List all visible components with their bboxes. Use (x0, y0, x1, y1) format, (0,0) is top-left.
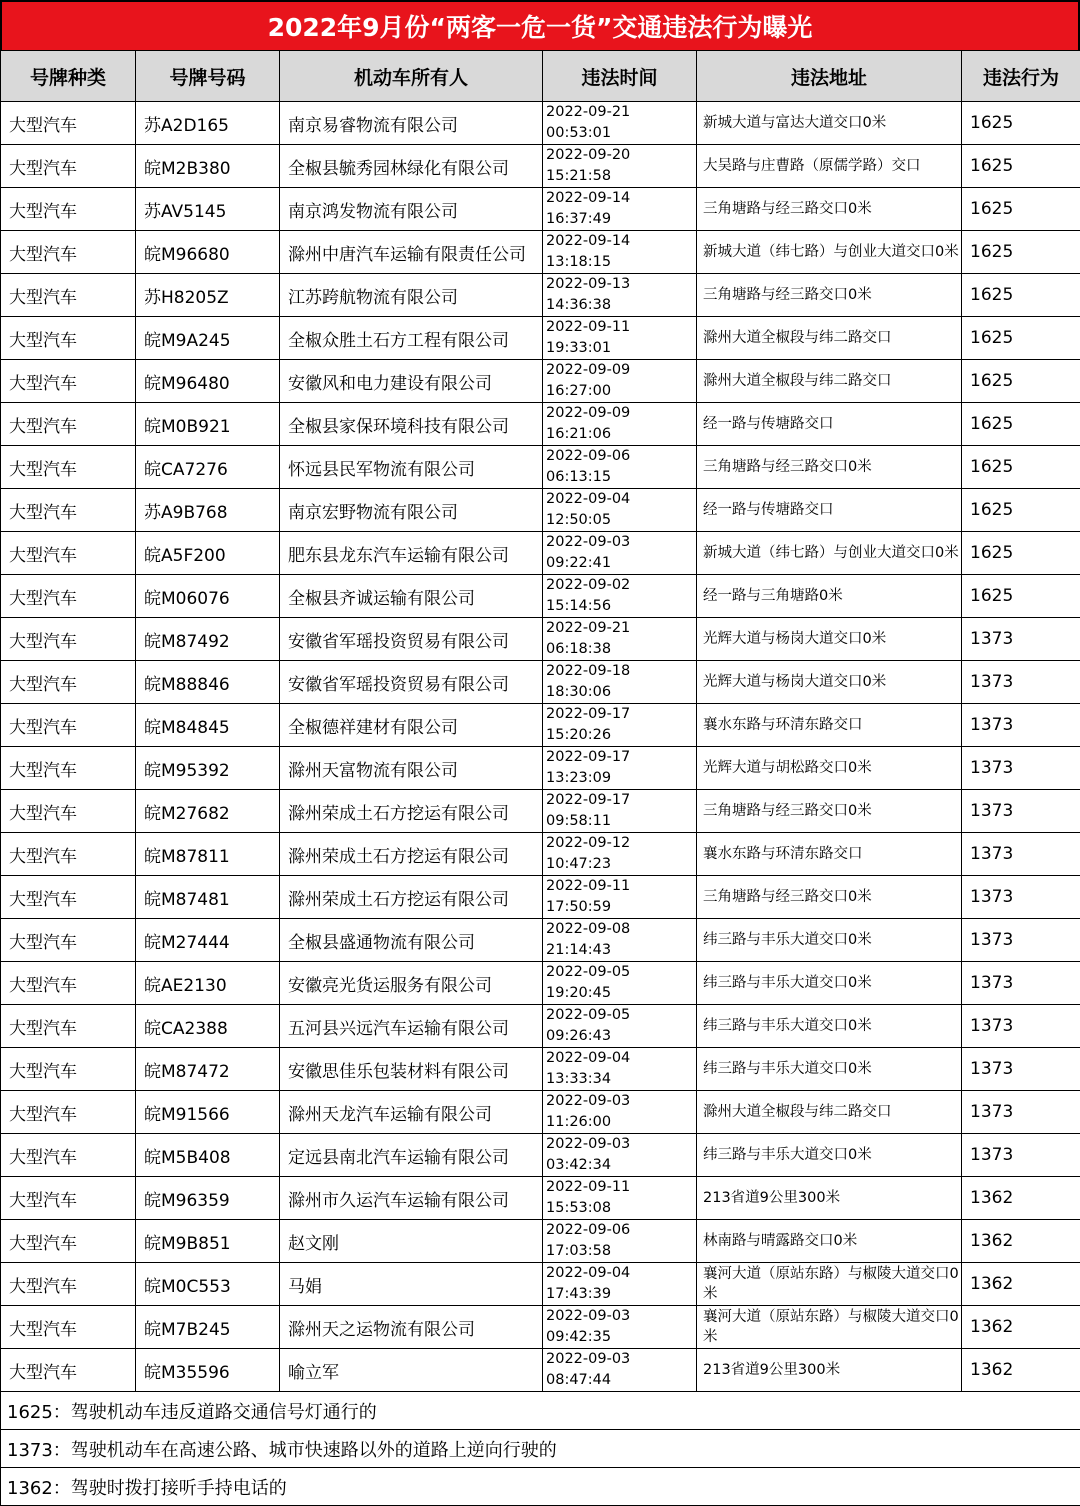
cell-violation-time (543, 919, 697, 962)
table-header-row (1, 51, 1080, 102)
cell-owner: 南京鸿发物流有限公司 (280, 188, 543, 231)
cell-violation-address: 新城大道（纬七路）与创业大道交口0米 (697, 532, 962, 575)
violations-table (0, 50, 1080, 1506)
table-row (1, 1005, 1080, 1048)
header-violation-code: 违法行为 (962, 51, 1080, 102)
table-row (1, 876, 1080, 919)
cell-violation-code: 1362 (962, 1220, 1080, 1263)
cell-violation-address: 光辉大道与胡松路交口0米 (697, 747, 962, 790)
cell-plate-type: 大型汽车 (1, 1134, 136, 1177)
violation-date: 2022-09-17 (546, 747, 696, 768)
cell-plate-type: 大型汽车 (1, 919, 136, 962)
cell-owner: 怀远县民军物流有限公司 (280, 446, 543, 489)
violation-clock-time: 21:14:43 (546, 940, 696, 961)
violation-date: 2022-09-11 (546, 317, 696, 338)
cell-violation-code: 1362 (962, 1263, 1080, 1306)
cell-owner: 滁州天富物流有限公司 (280, 747, 543, 790)
table-row (1, 790, 1080, 833)
cell-owner: 肥东县龙东汽车运输有限公司 (280, 532, 543, 575)
cell-owner: 全椒县盛通物流有限公司 (280, 919, 543, 962)
violation-clock-time: 13:33:34 (546, 1069, 696, 1090)
table-row (1, 962, 1080, 1005)
cell-plate-number: 皖M96680 (136, 231, 280, 274)
header-owner: 机动车所有人 (280, 51, 543, 102)
cell-violation-code: 1625 (962, 489, 1080, 532)
table-row (1, 833, 1080, 876)
cell-violation-address: 纬三路与丰乐大道交口0米 (697, 919, 962, 962)
cell-owner: 南京宏野物流有限公司 (280, 489, 543, 532)
violation-date: 2022-09-06 (546, 1220, 696, 1241)
cell-plate-number: 皖M9B851 (136, 1220, 280, 1263)
cell-plate-type: 大型汽车 (1, 102, 136, 145)
cell-plate-type: 大型汽车 (1, 704, 136, 747)
cell-plate-type: 大型汽车 (1, 274, 136, 317)
cell-plate-type: 大型汽车 (1, 575, 136, 618)
violation-date: 2022-09-03 (546, 1349, 696, 1370)
cell-violation-address: 襄河大道（原站东路）与椒陵大道交口0米 (697, 1306, 962, 1349)
cell-owner: 全椒德祥建材有限公司 (280, 704, 543, 747)
cell-violation-code: 1373 (962, 919, 1080, 962)
violation-date: 2022-09-04 (546, 1048, 696, 1069)
cell-violation-time (543, 1263, 697, 1306)
violation-date: 2022-09-21 (546, 102, 696, 123)
violation-date: 2022-09-05 (546, 1005, 696, 1026)
cell-violation-time (543, 188, 697, 231)
cell-violation-time (543, 145, 697, 188)
violation-clock-time: 10:47:23 (546, 854, 696, 875)
violation-clock-time: 09:58:11 (546, 811, 696, 832)
cell-violation-address: 光辉大道与杨岗大道交口0米 (697, 661, 962, 704)
cell-violation-time (543, 1306, 697, 1349)
legend-1373: 1373：驾驶机动车在高速公路、城市快速路以外的道路上逆向行驶的 (1, 1430, 1080, 1468)
cell-owner: 全椒县家保环境科技有限公司 (280, 403, 543, 446)
cell-plate-number: 皖A5F200 (136, 532, 280, 575)
violation-date: 2022-09-03 (546, 1091, 696, 1112)
cell-violation-time (543, 1048, 697, 1091)
violation-date: 2022-09-20 (546, 145, 696, 166)
violation-clock-time: 09:42:35 (546, 1327, 696, 1348)
cell-plate-number: 皖M88846 (136, 661, 280, 704)
cell-violation-address: 滁州大道全椒段与纬二路交口 (697, 1091, 962, 1134)
cell-violation-code: 1625 (962, 145, 1080, 188)
violation-clock-time: 15:20:26 (546, 725, 696, 746)
violation-date: 2022-09-04 (546, 489, 696, 510)
table-row (1, 1349, 1080, 1392)
violation-clock-time: 09:22:41 (546, 553, 696, 574)
cell-violation-address: 滁州大道全椒段与纬二路交口 (697, 317, 962, 360)
table-row (1, 1048, 1080, 1091)
cell-plate-number: 苏A9B768 (136, 489, 280, 532)
cell-violation-code: 1625 (962, 231, 1080, 274)
cell-violation-time (543, 575, 697, 618)
violation-date: 2022-09-14 (546, 188, 696, 209)
cell-violation-code: 1625 (962, 575, 1080, 618)
cell-violation-code: 1373 (962, 790, 1080, 833)
cell-plate-number: 苏A2D165 (136, 102, 280, 145)
cell-plate-type: 大型汽车 (1, 446, 136, 489)
violation-clock-time: 09:26:43 (546, 1026, 696, 1047)
cell-violation-code: 1362 (962, 1349, 1080, 1392)
violation-clock-time: 16:37:49 (546, 209, 696, 230)
cell-violation-code: 1373 (962, 661, 1080, 704)
cell-violation-code: 1373 (962, 1134, 1080, 1177)
cell-plate-number: 皖AE2130 (136, 962, 280, 1005)
cell-owner: 全椒县齐诚运输有限公司 (280, 575, 543, 618)
table-row (1, 704, 1080, 747)
cell-plate-type: 大型汽车 (1, 231, 136, 274)
cell-plate-number: 皖M0B921 (136, 403, 280, 446)
table-row (1, 317, 1080, 360)
cell-violation-code: 1373 (962, 876, 1080, 919)
table-row (1, 618, 1080, 661)
table-row (1, 1134, 1080, 1177)
cell-plate-number: 皖M35596 (136, 1349, 280, 1392)
violation-clock-time: 13:18:15 (546, 252, 696, 273)
cell-violation-address: 三角塘路与经三路交口0米 (697, 876, 962, 919)
cell-plate-number: 皖M84845 (136, 704, 280, 747)
table-row (1, 532, 1080, 575)
cell-plate-type: 大型汽车 (1, 790, 136, 833)
violation-date: 2022-09-02 (546, 575, 696, 596)
cell-violation-address: 光辉大道与杨岗大道交口0米 (697, 618, 962, 661)
violation-clock-time: 17:43:39 (546, 1284, 696, 1305)
cell-violation-address: 纬三路与丰乐大道交口0米 (697, 1048, 962, 1091)
cell-owner: 安徽思佳乐包装材料有限公司 (280, 1048, 543, 1091)
cell-violation-time (543, 1005, 697, 1048)
cell-violation-code: 1373 (962, 618, 1080, 661)
table-row (1, 1306, 1080, 1349)
table-row (1, 1220, 1080, 1263)
table-row (1, 360, 1080, 403)
violation-clock-time: 00:53:01 (546, 123, 696, 144)
cell-violation-time (543, 317, 697, 360)
cell-owner: 江苏跨航物流有限公司 (280, 274, 543, 317)
cell-violation-time (543, 1349, 697, 1392)
cell-plate-type: 大型汽车 (1, 1263, 136, 1306)
cell-plate-type: 大型汽车 (1, 1220, 136, 1263)
cell-owner: 安徽亮光货运服务有限公司 (280, 962, 543, 1005)
cell-violation-time (543, 532, 697, 575)
cell-violation-code: 1625 (962, 102, 1080, 145)
cell-owner: 滁州市久运汽车运输有限公司 (280, 1177, 543, 1220)
cell-owner: 安徽省军瑶投资贸易有限公司 (280, 618, 543, 661)
cell-plate-number: 皖M7B245 (136, 1306, 280, 1349)
violation-clock-time: 14:36:38 (546, 295, 696, 316)
cell-violation-code: 1373 (962, 833, 1080, 876)
cell-plate-number: 苏H8205Z (136, 274, 280, 317)
cell-plate-type: 大型汽车 (1, 317, 136, 360)
cell-violation-address: 三角塘路与经三路交口0米 (697, 274, 962, 317)
cell-plate-type: 大型汽车 (1, 1005, 136, 1048)
violation-clock-time: 06:13:15 (546, 467, 696, 488)
cell-owner: 安徽省军瑶投资贸易有限公司 (280, 661, 543, 704)
header-violation-address: 违法地址 (697, 51, 962, 102)
cell-plate-number: 皖M95392 (136, 747, 280, 790)
cell-violation-time (543, 747, 697, 790)
cell-violation-address: 三角塘路与经三路交口0米 (697, 790, 962, 833)
cell-plate-type: 大型汽车 (1, 1349, 136, 1392)
violation-date: 2022-09-11 (546, 876, 696, 897)
cell-plate-number: 皖M96359 (136, 1177, 280, 1220)
table-row (1, 231, 1080, 274)
cell-violation-address: 经一路与传塘路交口 (697, 403, 962, 446)
cell-plate-number: 皖M91566 (136, 1091, 280, 1134)
cell-violation-address: 襄水东路与环清东路交口 (697, 833, 962, 876)
cell-violation-code: 1625 (962, 446, 1080, 489)
violation-clock-time: 19:33:01 (546, 338, 696, 359)
cell-violation-code: 1373 (962, 1005, 1080, 1048)
cell-violation-address: 213省道9公里300米 (697, 1349, 962, 1392)
cell-owner: 定远县南北汽车运输有限公司 (280, 1134, 543, 1177)
cell-owner: 滁州天之运物流有限公司 (280, 1306, 543, 1349)
cell-violation-time (543, 231, 697, 274)
cell-plate-type: 大型汽车 (1, 489, 136, 532)
violation-date: 2022-09-04 (546, 1263, 696, 1284)
cell-plate-number: 皖M87492 (136, 618, 280, 661)
violation-date: 2022-09-09 (546, 403, 696, 424)
cell-violation-address: 经一路与传塘路交口 (697, 489, 962, 532)
table-row (1, 102, 1080, 145)
cell-violation-time (543, 833, 697, 876)
violation-date: 2022-09-17 (546, 704, 696, 725)
cell-violation-time (543, 1091, 697, 1134)
violation-date: 2022-09-06 (546, 446, 696, 467)
cell-owner: 滁州荣成土石方挖运有限公司 (280, 833, 543, 876)
cell-plate-type: 大型汽车 (1, 1048, 136, 1091)
table-row (1, 274, 1080, 317)
cell-violation-address: 经一路与三角塘路0米 (697, 575, 962, 618)
cell-violation-address: 襄水东路与环清东路交口 (697, 704, 962, 747)
cell-violation-time (543, 790, 697, 833)
violation-clock-time: 15:53:08 (546, 1198, 696, 1219)
cell-plate-type: 大型汽车 (1, 833, 136, 876)
cell-violation-code: 1625 (962, 532, 1080, 575)
cell-owner: 滁州中唐汽车运输有限责任公司 (280, 231, 543, 274)
violation-clock-time: 16:21:06 (546, 424, 696, 445)
cell-plate-type: 大型汽车 (1, 661, 136, 704)
cell-plate-number: 皖M0C553 (136, 1263, 280, 1306)
cell-violation-address: 林南路与晴露路交口0米 (697, 1220, 962, 1263)
cell-owner: 滁州天龙汽车运输有限公司 (280, 1091, 543, 1134)
cell-plate-type: 大型汽车 (1, 1091, 136, 1134)
cell-owner: 赵文刚 (280, 1220, 543, 1263)
violation-clock-time: 13:23:09 (546, 768, 696, 789)
cell-violation-address: 纬三路与丰乐大道交口0米 (697, 1005, 962, 1048)
cell-plate-type: 大型汽车 (1, 403, 136, 446)
cell-owner: 马娟 (280, 1263, 543, 1306)
cell-plate-number: 皖M9A245 (136, 317, 280, 360)
cell-plate-number: 苏AV5145 (136, 188, 280, 231)
cell-violation-code: 1625 (962, 274, 1080, 317)
cell-plate-type: 大型汽车 (1, 1177, 136, 1220)
cell-violation-address: 纬三路与丰乐大道交口0米 (697, 1134, 962, 1177)
cell-violation-time (543, 1134, 697, 1177)
cell-owner: 安徽风和电力建设有限公司 (280, 360, 543, 403)
table-row (1, 747, 1080, 790)
table-row (1, 188, 1080, 231)
cell-violation-time (543, 360, 697, 403)
violation-clock-time: 15:21:58 (546, 166, 696, 187)
cell-violation-code: 1362 (962, 1177, 1080, 1220)
cell-owner: 滁州荣成土石方挖运有限公司 (280, 876, 543, 919)
violation-date: 2022-09-18 (546, 661, 696, 682)
cell-owner: 全椒众胜土石方工程有限公司 (280, 317, 543, 360)
cell-violation-address: 襄河大道（原站东路）与椒陵大道交口0米 (697, 1263, 962, 1306)
cell-plate-type: 大型汽车 (1, 188, 136, 231)
cell-violation-time (543, 403, 697, 446)
violation-date: 2022-09-21 (546, 618, 696, 639)
header-plate-type: 号牌种类 (1, 51, 136, 102)
cell-violation-address: 大吴路与庄曹路（原儒学路）交口 (697, 145, 962, 188)
cell-violation-code: 1625 (962, 317, 1080, 360)
cell-plate-number: 皖M96480 (136, 360, 280, 403)
violation-date: 2022-09-03 (546, 1134, 696, 1155)
table-row (1, 145, 1080, 188)
violation-date: 2022-09-11 (546, 1177, 696, 1198)
violation-clock-time: 16:27:00 (546, 381, 696, 402)
violation-clock-time: 12:50:05 (546, 510, 696, 531)
cell-violation-address: 三角塘路与经三路交口0米 (697, 446, 962, 489)
cell-plate-type: 大型汽车 (1, 962, 136, 1005)
legend-1625: 1625：驾驶机动车违反道路交通信号灯通行的 (1, 1392, 1080, 1430)
cell-violation-address: 纬三路与丰乐大道交口0米 (697, 962, 962, 1005)
cell-violation-code: 1373 (962, 747, 1080, 790)
cell-violation-time (543, 618, 697, 661)
table-row (1, 919, 1080, 962)
cell-violation-time (543, 704, 697, 747)
cell-owner: 滁州荣成土石方挖运有限公司 (280, 790, 543, 833)
cell-violation-time (543, 1220, 697, 1263)
cell-violation-code: 1625 (962, 403, 1080, 446)
violation-date: 2022-09-12 (546, 833, 696, 854)
page-title: 2022年9月份“两客一危一货”交通违法行为曝光 (0, 0, 1080, 50)
violation-clock-time: 18:30:06 (546, 682, 696, 703)
table-row (1, 575, 1080, 618)
cell-owner: 全椒县毓秀园林绿化有限公司 (280, 145, 543, 188)
cell-violation-code: 1373 (962, 704, 1080, 747)
cell-violation-address: 新城大道与富达大道交口0米 (697, 102, 962, 145)
cell-plate-type: 大型汽车 (1, 876, 136, 919)
cell-violation-time (543, 962, 697, 1005)
cell-violation-time (543, 876, 697, 919)
table-row (1, 446, 1080, 489)
cell-violation-time (543, 489, 697, 532)
table-row (1, 489, 1080, 532)
cell-plate-number: 皖M06076 (136, 575, 280, 618)
cell-violation-address: 213省道9公里300米 (697, 1177, 962, 1220)
cell-violation-code: 1373 (962, 1091, 1080, 1134)
cell-violation-time (543, 446, 697, 489)
cell-plate-type: 大型汽车 (1, 145, 136, 188)
cell-plate-type: 大型汽车 (1, 618, 136, 661)
violation-date: 2022-09-03 (546, 532, 696, 553)
cell-owner: 五河县兴远汽车运输有限公司 (280, 1005, 543, 1048)
cell-plate-number: 皖M87481 (136, 876, 280, 919)
violation-clock-time: 17:03:58 (546, 1241, 696, 1262)
cell-plate-number: 皖M87472 (136, 1048, 280, 1091)
table-row (1, 661, 1080, 704)
table-row (1, 403, 1080, 446)
cell-violation-code: 1625 (962, 360, 1080, 403)
violation-clock-time: 17:50:59 (546, 897, 696, 918)
cell-owner: 喻立军 (280, 1349, 543, 1392)
cell-plate-number: 皖M5B408 (136, 1134, 280, 1177)
cell-plate-number: 皖CA2388 (136, 1005, 280, 1048)
violation-clock-time: 06:18:38 (546, 639, 696, 660)
cell-violation-time (543, 102, 697, 145)
cell-violation-code: 1625 (962, 188, 1080, 231)
cell-violation-address: 三角塘路与经三路交口0米 (697, 188, 962, 231)
table-row (1, 1263, 1080, 1306)
cell-plate-number: 皖M27682 (136, 790, 280, 833)
table-row (1, 1091, 1080, 1134)
violation-clock-time: 08:47:44 (546, 1370, 696, 1391)
cell-violation-address: 滁州大道全椒段与纬二路交口 (697, 360, 962, 403)
cell-owner: 南京易睿物流有限公司 (280, 102, 543, 145)
cell-violation-code: 1373 (962, 962, 1080, 1005)
cell-plate-type: 大型汽车 (1, 747, 136, 790)
cell-plate-type: 大型汽车 (1, 1306, 136, 1349)
cell-plate-type: 大型汽车 (1, 360, 136, 403)
legend-1362: 1362：驾驶时拨打接听手持电话的 (1, 1468, 1080, 1506)
violation-clock-time: 03:42:34 (546, 1155, 696, 1176)
violation-date: 2022-09-17 (546, 790, 696, 811)
cell-plate-type: 大型汽车 (1, 532, 136, 575)
cell-plate-number: 皖M27444 (136, 919, 280, 962)
cell-plate-number: 皖M87811 (136, 833, 280, 876)
cell-plate-number: 皖CA7276 (136, 446, 280, 489)
cell-violation-address: 新城大道（纬七路）与创业大道交口0米 (697, 231, 962, 274)
violation-date: 2022-09-08 (546, 919, 696, 940)
cell-violation-time (543, 661, 697, 704)
violation-date: 2022-09-09 (546, 360, 696, 381)
header-violation-time: 违法时间 (543, 51, 697, 102)
header-plate-number: 号牌号码 (136, 51, 280, 102)
violation-date: 2022-09-13 (546, 274, 696, 295)
cell-violation-time (543, 1177, 697, 1220)
cell-plate-number: 皖M2B380 (136, 145, 280, 188)
violation-date: 2022-09-14 (546, 231, 696, 252)
cell-violation-code: 1373 (962, 1048, 1080, 1091)
table-row (1, 1177, 1080, 1220)
cell-violation-time (543, 274, 697, 317)
violation-clock-time: 15:14:56 (546, 596, 696, 617)
violation-date: 2022-09-05 (546, 962, 696, 983)
cell-violation-code: 1362 (962, 1306, 1080, 1349)
violation-date: 2022-09-03 (546, 1306, 696, 1327)
violation-clock-time: 19:20:45 (546, 983, 696, 1004)
violation-clock-time: 11:26:00 (546, 1112, 696, 1133)
